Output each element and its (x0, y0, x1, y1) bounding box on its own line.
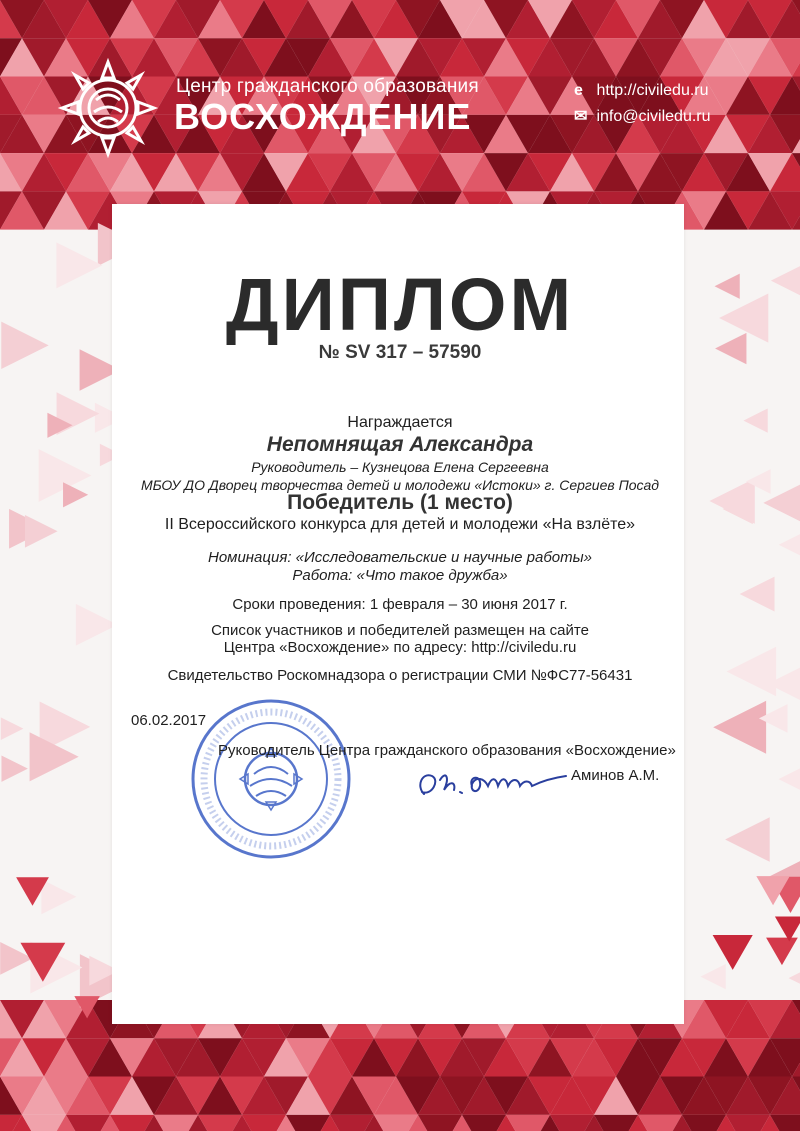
side-triangle (725, 817, 770, 862)
org-subtitle: Центр гражданского образования (176, 76, 479, 97)
website-link[interactable]: http://civiledu.ru (596, 82, 709, 99)
nomination-line: Номинация: «Исследовательские и научные работы» (208, 549, 592, 566)
side-triangle (789, 963, 800, 994)
website-contact[interactable] (574, 82, 709, 100)
web-icon: e (574, 82, 583, 99)
institution-line: МБОУ ДО Дворец творчества детей и молодежи «Истоки» г. Сергиев Посад (140, 477, 660, 493)
document-title: ДИПЛОМ (225, 263, 575, 346)
envelope-icon: ✉ (574, 108, 588, 125)
email-contact[interactable] (574, 106, 711, 126)
email-link[interactable]: info@civiledu.ru (596, 108, 711, 125)
issue-date: 06.02.2017 (131, 712, 207, 729)
side-triangle (766, 938, 798, 966)
side-triangle (778, 762, 800, 796)
awarded-label: Награждается (347, 414, 453, 431)
recipient-name: Непомнящая Александра (266, 433, 534, 456)
contest-dates: Сроки проведения: 1 февраля – 30 июня 2017 г. (232, 596, 568, 613)
document-number: № SV 317 – 57590 (318, 342, 482, 363)
signer-title: Руководитель Центра гражданского образования «Восхождение» (218, 742, 676, 759)
work-title: Работа: «Что такое дружба» (292, 567, 508, 584)
side-triangle (713, 935, 753, 970)
side-triangle (700, 964, 725, 989)
side-triangle (41, 879, 76, 914)
signer-name: Аминов А.М. (571, 767, 660, 784)
media-registration: Свидетельство Роскомнадзора о регистрации СМИ №ФС77-56431 (167, 667, 633, 684)
org-title: ВОСХОЖДЕНИЕ (174, 96, 472, 137)
contest-name: II Всероссийского конкурса для детей и молодежи «На взлёте» (164, 516, 636, 533)
voskhozhdenie-logo-icon (56, 56, 160, 160)
side-triangle (1, 717, 24, 740)
side-triangle (713, 701, 766, 754)
supervisor-line: Руководитель – Кузнецова Елена Сергеевна (251, 459, 549, 475)
official-stamp-icon (188, 696, 354, 862)
results-notice-line2: Центра «Восхождение» по адресу: http://civiledu.ru (223, 639, 577, 656)
side-triangle (1, 755, 27, 781)
handwritten-signature-icon (410, 756, 570, 806)
results-notice-line1: Список участников и победителей размещен на сайте (211, 622, 589, 639)
award-place: Победитель (1 место) (287, 491, 513, 514)
